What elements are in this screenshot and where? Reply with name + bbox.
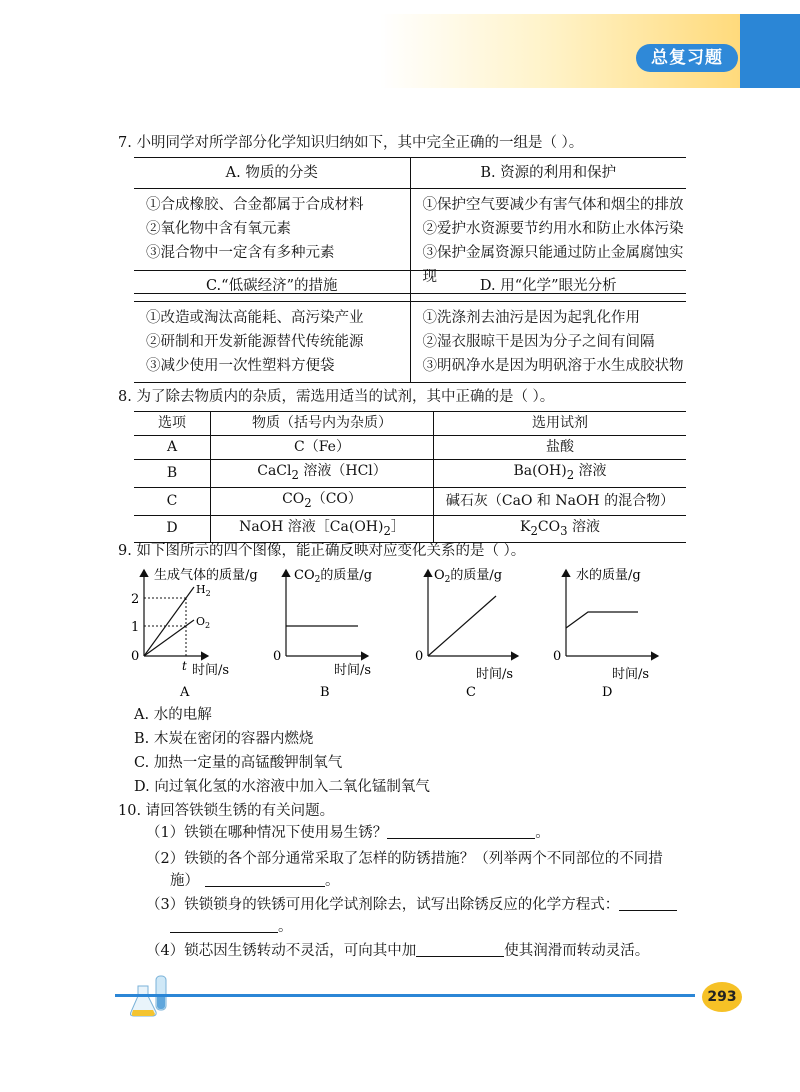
q8-row-b-substance: CaCl$_2$ 溶液（HCl） [211, 460, 434, 488]
q7-d-line-3: ③明矾净水是因为明矾溶于水生成胶状物 [422, 358, 684, 374]
graph-a-ylabel: 生成气体的质量/g [154, 568, 258, 583]
q7-cell-d-body [410, 302, 686, 383]
q10-part-2-cont [170, 870, 340, 892]
q8-row-d-reagent: $K_2CO_3$ 溶液 [520, 518, 600, 538]
q8-row-c-option: C [134, 487, 211, 515]
section-title: 总复习题 [636, 44, 738, 72]
q7-d-line-1: ①洗涤剂去油污是因为起乳化作用 [422, 310, 640, 326]
q7-b-line-1: ①保护空气要减少有害气体和烟尘的排放 [422, 197, 684, 213]
q10-part-1-blank[interactable] [387, 822, 535, 839]
q7-d-line-2: ②湿衣服晾干是因为分子之间有间隔 [422, 334, 655, 350]
q7-a-line-3: ③混合物中一定含有多种元素 [146, 245, 335, 261]
q10-part-1 [146, 822, 550, 844]
q10-part-2 [146, 848, 663, 870]
q9-option-c: C. 加热一定量的高锰酸钾制氧气 [134, 755, 343, 771]
q10-part-2-blank[interactable] [205, 870, 325, 887]
q9-option-d: D. 向过氧化氢的水溶液中加入二氧化锰制氧气 [134, 779, 430, 795]
graph-d-letter: D [602, 685, 613, 700]
q7-cell-a-title: A. 物质的分类 [134, 158, 410, 189]
q8-row-c-reagent: 碱石灰（CaO 和 NaOH 的混合物） [434, 487, 687, 515]
q8-row-c-substance: $CO_2(CO)$ [211, 487, 434, 515]
graph-a-tick-0: 0 [131, 649, 140, 664]
graph-d-xlabel: 时间/s [612, 667, 650, 682]
graph-b-letter: B [320, 685, 330, 700]
q8-header-reagent: 选用试剂 [434, 412, 687, 436]
graph-d-line [566, 612, 638, 628]
q10-part-4-end: 使其润滑而转动灵活。 [504, 943, 650, 959]
graph-c-origin: 0 [415, 649, 424, 664]
q7-c-line-3: ③减少使用一次性塑料方便袋 [146, 358, 335, 374]
q8-row-d-substance: NaOH 溶液$[Ca(OH)_2]$ [211, 515, 434, 543]
q7-cell-b-title: B. 资源的利用和保护 [410, 158, 686, 189]
q10-part-4-text: （4）锁芯因生锈转动不灵活，可向其中加 [146, 943, 417, 959]
q10-part-4 [146, 940, 649, 962]
graph-a-xlabel: 时间/s [192, 663, 230, 678]
graph-d-origin: 0 [553, 649, 562, 664]
graph-a-letter: A [180, 685, 190, 700]
q8-row-b-option: B [134, 460, 211, 488]
graph-c-ylabel: $O_2$的质量/g [434, 568, 503, 585]
graph-c [415, 568, 518, 700]
graph-c-line [428, 596, 496, 656]
q10-stem: 10. 请回答铁锁生锈的有关问题。 [118, 803, 335, 819]
q7-stem: 7. 小明同学对所学部分化学知识归纳如下，其中完全正确的一组是（ ）。 [118, 135, 584, 151]
q8-row-b-reagent: $Ba(OH)_2$ 溶液 [434, 460, 687, 488]
page-number: 293 [702, 982, 742, 1012]
graph-d-ylabel: 水的质量/g [576, 568, 641, 583]
graph-a-tick-1: 1 [131, 620, 140, 635]
graph-a-tick-2: 2 [131, 592, 140, 607]
q7-cell-c-body [134, 302, 410, 383]
q7-b-line-3: ③保护金属资源只能通过防止金属腐蚀实现 [422, 245, 684, 285]
graph-b-origin: 0 [273, 649, 282, 664]
q10-part-2-text-cont: 施） [170, 873, 199, 889]
q10-part-4-blank[interactable] [416, 940, 504, 957]
q8-row-a-option: A [134, 436, 211, 460]
q7-c-line-2: ②研制和开发新能源替代传统能源 [146, 334, 364, 350]
q10-part-3-text: （3）铁锁锁身的铁锈可用化学试剂除去，试写出除锈反应的化学方程式： [146, 897, 620, 913]
graph-a-t-label: t [182, 659, 187, 673]
q10-part-3-end: 。 [278, 919, 293, 935]
header-color-band [740, 14, 800, 88]
q7-cell-d-title: D. 用“化学”眼光分析 [410, 271, 686, 302]
graph-b [273, 568, 372, 700]
q10-part-3-blank-b[interactable] [170, 916, 278, 933]
q7-b-line-2: ②爱护水资源要节约用水和防止水体污染 [422, 221, 684, 237]
q8-table [134, 411, 686, 543]
q8-row-a-reagent: 盐酸 [434, 436, 687, 460]
graph-b-xlabel: 时间/s [334, 663, 372, 678]
q7-a-line-2: ②氧化物中含有氧元素 [146, 221, 291, 237]
graph-c-letter: C [466, 685, 476, 700]
q9-option-b: B. 木炭在密闭的容器内燃烧 [134, 731, 314, 747]
q10-part-3-blank-a[interactable] [619, 894, 677, 911]
graph-b-ylabel: $CO_2$的质量/g [294, 568, 373, 585]
q8-row-a-substance: C（Fe） [211, 436, 434, 460]
graph-a-h2-line [144, 587, 194, 656]
graph-a [131, 567, 258, 700]
graph-d [553, 567, 658, 700]
q7-c-line-1: ①改造或淘汰高能耗、高污染产业 [146, 310, 364, 326]
q10-part-3 [146, 894, 677, 916]
q10-part-1-end: 。 [535, 825, 550, 841]
q8-header-option: 选项 [134, 412, 211, 436]
q10-part-1-text: （1）铁锁在哪种情况下使用易生锈？ [146, 825, 388, 841]
q10-part-2-end: 。 [325, 873, 340, 889]
q8-stem: 8. 为了除去物质内的杂质，需选用适当的试剂，其中正确的是（ ）。 [118, 389, 555, 405]
footer-line [115, 994, 695, 997]
graph-a-o2-label: $O_2$ [196, 615, 211, 630]
q9-stem: 9. 如下图所示的四个图像，能正确反映对应变化关系的是（ ）。 [118, 543, 526, 559]
q9-graphs [128, 562, 668, 702]
q7-table-bottom [134, 270, 686, 383]
graph-c-xlabel: 时间/s [476, 667, 514, 682]
graph-a-h2-label: $H_2$ [196, 583, 211, 598]
q8-row-d-option: D [134, 515, 211, 543]
q8-header-substance: 物质（括号内为杂质） [211, 412, 434, 436]
q7-cell-c-title: C.“低碳经济”的措施 [134, 271, 410, 302]
q10-part-2-text: （2）铁锁的各个部分通常采取了怎样的防锈措施？（列举两个不同部位的不同措 [146, 851, 663, 867]
q7-a-line-1: ①合成橡胶、合金都属于合成材料 [146, 197, 364, 213]
q9-option-a: A. 水的电解 [134, 707, 212, 723]
q10-part-3-cont [170, 916, 293, 938]
